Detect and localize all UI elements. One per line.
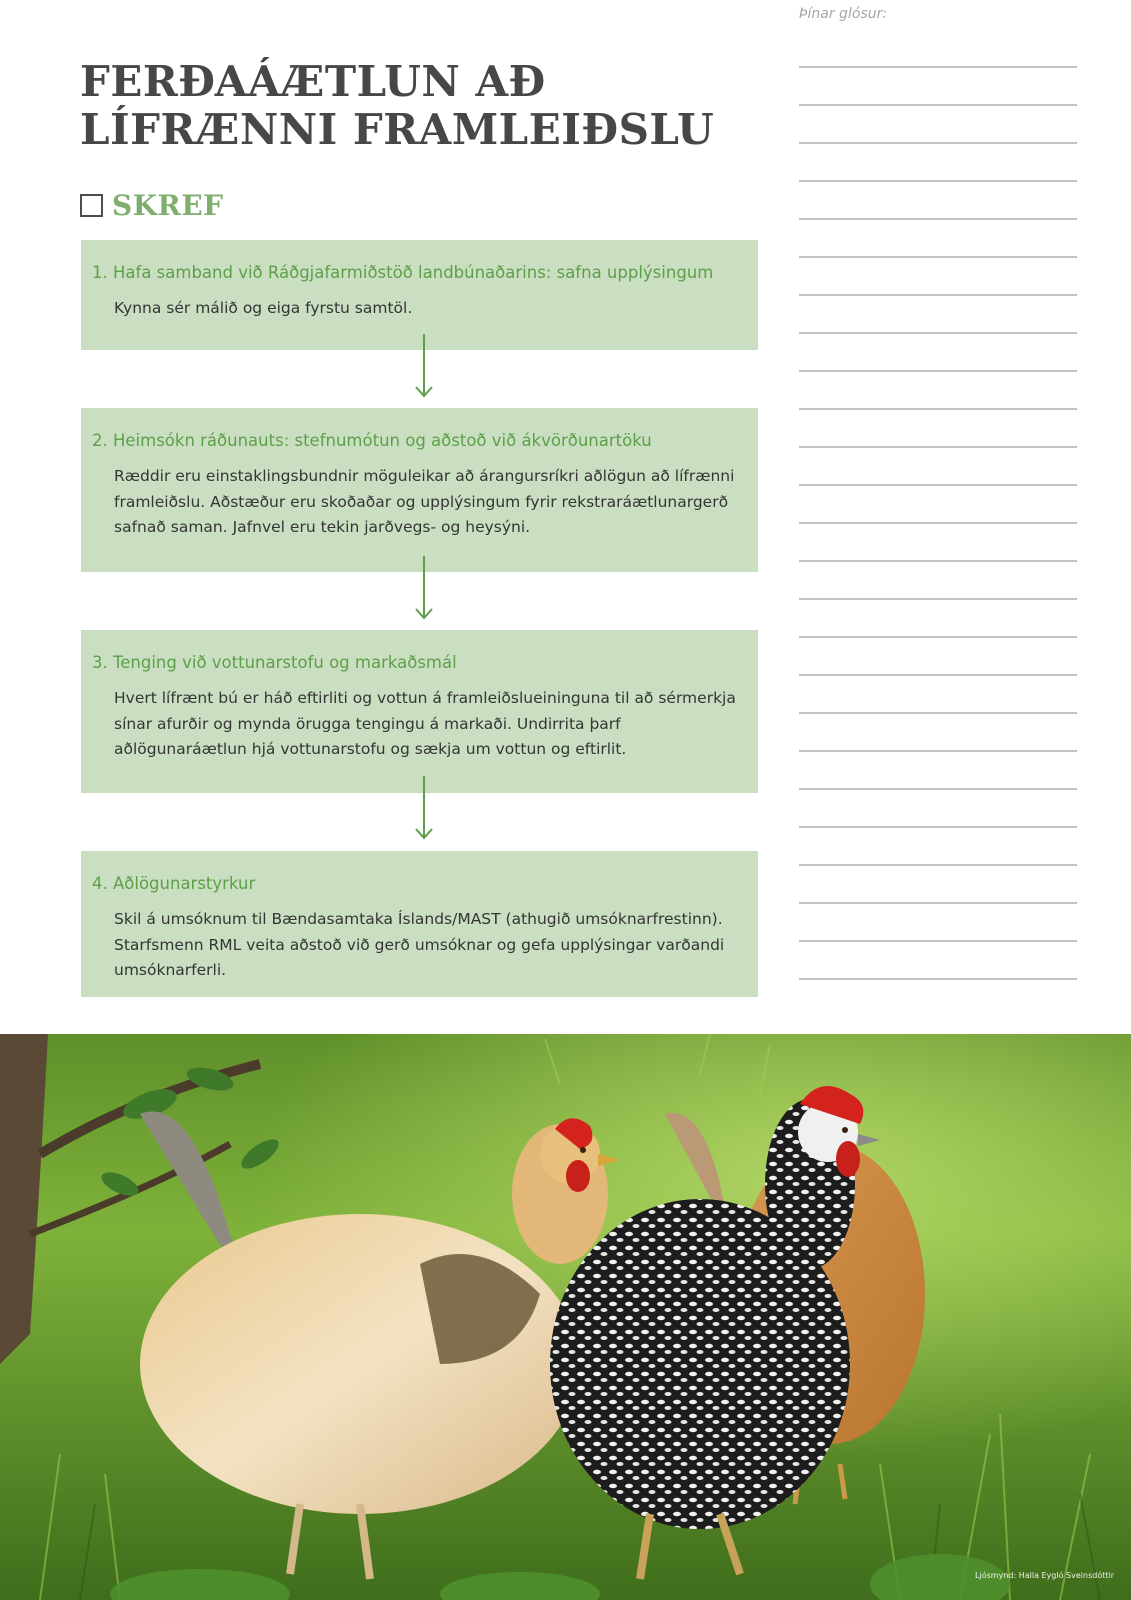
note-line bbox=[799, 294, 1077, 296]
note-line bbox=[799, 218, 1077, 220]
notes-lines bbox=[799, 66, 1077, 986]
note-line bbox=[799, 712, 1077, 714]
note-line bbox=[799, 636, 1077, 638]
step-title: 1. Hafa samband við Ráðgjafarmiðstöð landbúnaðarins: safna upplýsingum bbox=[92, 263, 714, 282]
step-card-3 bbox=[81, 630, 758, 793]
photo-credit: Ljósmynd: Halla Eygló Sveinsdóttir bbox=[975, 1571, 1114, 1580]
note-line bbox=[799, 560, 1077, 562]
arrow-down-icon bbox=[412, 556, 436, 620]
note-line bbox=[799, 826, 1077, 828]
chickens-photo bbox=[0, 1034, 1131, 1600]
note-line bbox=[799, 180, 1077, 182]
note-line bbox=[799, 256, 1077, 258]
note-line bbox=[799, 864, 1077, 866]
step-body: Kynna sér málið og eiga fyrstu samtöl. bbox=[114, 299, 413, 317]
note-line bbox=[799, 978, 1077, 980]
note-line bbox=[799, 750, 1077, 752]
note-line bbox=[799, 788, 1077, 790]
arrow-down-icon bbox=[412, 334, 436, 398]
chickens-illustration bbox=[0, 1034, 1131, 1600]
notes-label: Þínar glósur: bbox=[799, 6, 888, 22]
section-title: SKREF bbox=[112, 188, 224, 222]
checkbox[interactable] bbox=[80, 194, 103, 217]
step-title: 3. Tenging við vottunarstofu og markaðsmál bbox=[92, 653, 457, 672]
note-line bbox=[799, 142, 1077, 144]
note-line bbox=[799, 104, 1077, 106]
step-title: 4. Aðlögunarstyrkur bbox=[92, 874, 256, 893]
note-line bbox=[799, 940, 1077, 942]
note-line bbox=[799, 66, 1077, 68]
note-line bbox=[799, 408, 1077, 410]
section-heading bbox=[80, 188, 224, 222]
note-line bbox=[799, 484, 1077, 486]
note-line bbox=[799, 370, 1077, 372]
note-line bbox=[799, 674, 1077, 676]
step-body: Skil á umsóknum til Bændasamtaka Íslands/MAST (athugið umsóknarfrestinn). Starfsmenn RML veita aðstoð við gerð umsóknar og gefa upplýsingar varðandi umsóknarferli. bbox=[114, 910, 725, 979]
arrow-down-icon bbox=[412, 776, 436, 840]
step-body: Hvert lífrænt bú er háð eftirliti og vottun á framleiðslueininguna til að sérmerkja sínar afurðir og mynda örugga tengingu á markaði. Undirrita þarf aðlögunaráætlun hjá vottunarstofu og sækja um vottun og eftirlit. bbox=[114, 689, 736, 758]
page-title: FERÐAÁÆTLUN AÐ LÍFRÆNNI FRAMLEIÐSLU bbox=[80, 57, 715, 154]
note-line bbox=[799, 522, 1077, 524]
step-title: 2. Heimsókn ráðunauts: stefnumótun og aðstoð við ákvörðunartöku bbox=[92, 431, 652, 450]
note-line bbox=[799, 332, 1077, 334]
note-line bbox=[799, 446, 1077, 448]
note-line bbox=[799, 598, 1077, 600]
step-card-4 bbox=[81, 851, 758, 997]
note-line bbox=[799, 902, 1077, 904]
step-body: Ræddir eru einstaklingsbundnir möguleikar að árangursríkri aðlögun að lífrænni framleiðslu. Aðstæður eru skoðaðar og upplýsingum fyrir rekstraráætlunargerð safnað saman. Jafnvel eru tekin jarðvegs- og heysýni. bbox=[114, 467, 735, 536]
step-card-2 bbox=[81, 408, 758, 572]
